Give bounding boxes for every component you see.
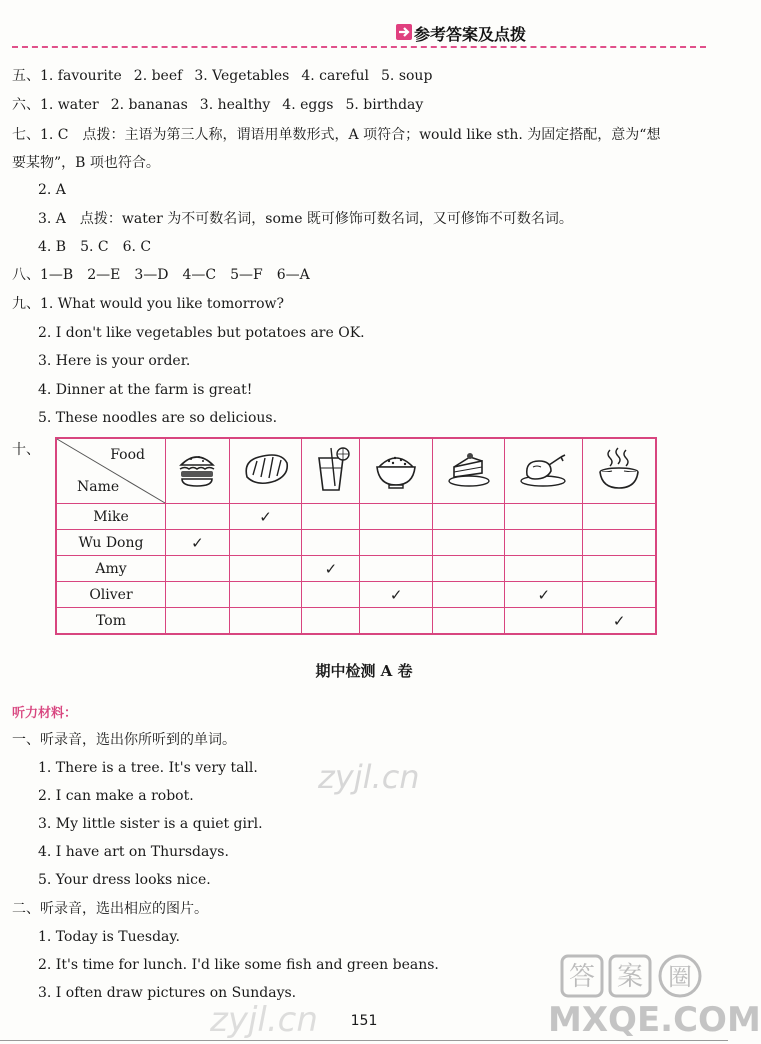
check-cell [432,530,504,556]
check-mark-icon: ✓ [191,533,204,552]
row-name: Oliver [56,582,166,608]
section-number: 七、 [12,127,40,143]
page-number: 151 [350,1013,378,1029]
answer-item: 1. favourite [40,68,122,84]
check-cell [302,556,360,582]
check-cell [302,504,360,530]
answer-note: 1. C 点拨：主语为第三人称，谓语用单数形式，A 项符合；would like sth. 为固定搭配，意为“想 [40,127,661,143]
part-1-line-1: 1. There is a tree. It's very tall. [38,760,258,776]
exam-title: 期中检测 A 卷 [315,662,413,680]
answer-item: 3. Vegetables [194,68,290,84]
check-cell [583,530,656,556]
answer-item: 4. careful [301,68,370,84]
check-mark-icon: ✓ [389,585,403,604]
check-mark-icon: ✓ [259,507,272,526]
check-cell [302,530,360,556]
check-mark-icon: ✓ [537,585,551,604]
svg-text:圈: 圈 [668,963,692,991]
check-cell [360,582,432,608]
section-number: 五、 [12,68,40,84]
check-cell [229,582,301,608]
check-cell [360,530,432,556]
food-table [55,437,657,635]
part-1-title: 一、听录音，选出你所听到的单词。 [12,732,236,748]
answer-item: 1. water [40,97,99,113]
section-7-line-5: 4. B 5. C 6. C [38,239,152,255]
section-9-line-4: 4. Dinner at the farm is great! [38,382,253,398]
juice-icon [302,438,360,504]
cake-icon [432,438,504,504]
check-cell [583,582,656,608]
check-cell [505,504,583,530]
check-cell [360,504,432,530]
listening-material-label: 听力材料： [12,706,78,721]
row-name: Amy [56,556,166,582]
section-6-line [12,95,435,115]
header-divider [12,46,706,48]
hamburger-icon [166,438,230,504]
section-9-line-2: 2. I don't like vegetables but potatoes are OK. [38,325,365,341]
check-mark-icon: ✓ [612,611,626,630]
check-cell [432,608,504,635]
section-number: 八、 [12,267,40,283]
page-header [0,0,728,48]
check-cell [432,582,504,608]
check-cell [432,556,504,582]
answer-item: 5. birthday [345,97,424,113]
check-cell [302,582,360,608]
check-cell [166,582,230,608]
check-cell [505,582,583,608]
chicken-icon [505,438,583,504]
check-cell [166,504,230,530]
bottom-divider [0,1040,728,1041]
check-mark-icon: ✓ [324,559,338,578]
section-7-line-1 [12,125,660,145]
check-cell [583,556,656,582]
svg-text:答: 答 [568,962,596,992]
check-cell [583,608,656,635]
check-cell [229,608,301,635]
header-name: Name [77,479,120,495]
part-1-line-4: 4. I have art on Thursdays. [38,844,229,860]
part-1-line-5: 5. Your dress looks nice. [38,872,211,888]
section-9-line-3: 3. Here is your order. [38,353,191,369]
table-row [56,530,656,556]
check-cell [505,608,583,635]
header-title: 参考答案及点拨 [414,25,527,44]
arrow-right-icon [396,24,412,40]
section-7-line-2: 要某物”，B 项也符合。 [12,155,160,171]
matching-answers: 1—B 2—E 3—D 4—C 5—F 6—A [40,267,310,283]
section-9-line-5: 5. These noodles are so delicious. [38,410,278,426]
answer-item: 3. healthy [199,97,271,113]
part-1-line-2: 2. I can make a robot. [38,788,194,804]
part-2-line-1: 1. Today is Tuesday. [38,929,180,945]
part-2-line-3: 3. I often draw pictures on Sundays. [38,985,297,1001]
table-row [56,582,656,608]
watermark-logo-icon [560,952,710,1004]
watermark: zyjl.cn [318,758,420,796]
answer-item: 2. bananas [110,97,188,113]
section-9-line-1 [12,294,284,314]
noodles-icon [583,438,656,504]
table-row [56,608,656,635]
row-name: Tom [56,608,166,635]
answer-item: 4. eggs [282,97,334,113]
part-2-line-2: 2. It's time for lunch. I'd like some fish and green beans. [38,957,439,973]
table-row [56,504,656,530]
check-cell [302,608,360,635]
answer-item: 2. beef [133,68,183,84]
watermark: zyjl.cn [210,1000,318,1040]
section-7-line-3: 2. A [38,182,66,198]
watermark: MXQE.COM [548,1000,761,1040]
section-number: 六、 [12,97,40,113]
check-cell [166,530,230,556]
row-name: Wu Dong [56,530,166,556]
section-5-line [12,66,444,86]
table-row [56,556,656,582]
check-cell [505,530,583,556]
header-food: Food [110,447,145,463]
rice-icon [360,438,432,504]
check-cell [229,556,301,582]
check-cell [432,504,504,530]
svg-text:案: 案 [616,962,644,992]
check-cell [360,608,432,635]
section-number: 九、 [12,296,40,312]
check-cell [360,556,432,582]
part-2-title: 二、听录音，选出相应的图片。 [12,901,208,917]
check-cell [229,530,301,556]
check-cell [166,608,230,635]
part-1-line-3: 3. My little sister is a quiet girl. [38,816,263,832]
row-name: Mike [56,504,166,530]
answer-item: 5. soup [381,68,433,84]
sentence: 1. What would you like tomorrow? [40,296,284,312]
section-7-line-4: 3. A 点拨：water 为不可数名词，some 既可修饰可数名词，又可修饰不可数名词。 [38,211,573,227]
check-cell [166,556,230,582]
check-cell [229,504,301,530]
section-8-line [12,265,310,285]
bread-icon [229,438,301,504]
check-cell [583,504,656,530]
check-cell [505,556,583,582]
section-number: 十、 [12,442,40,458]
table-corner-cell [56,438,166,504]
